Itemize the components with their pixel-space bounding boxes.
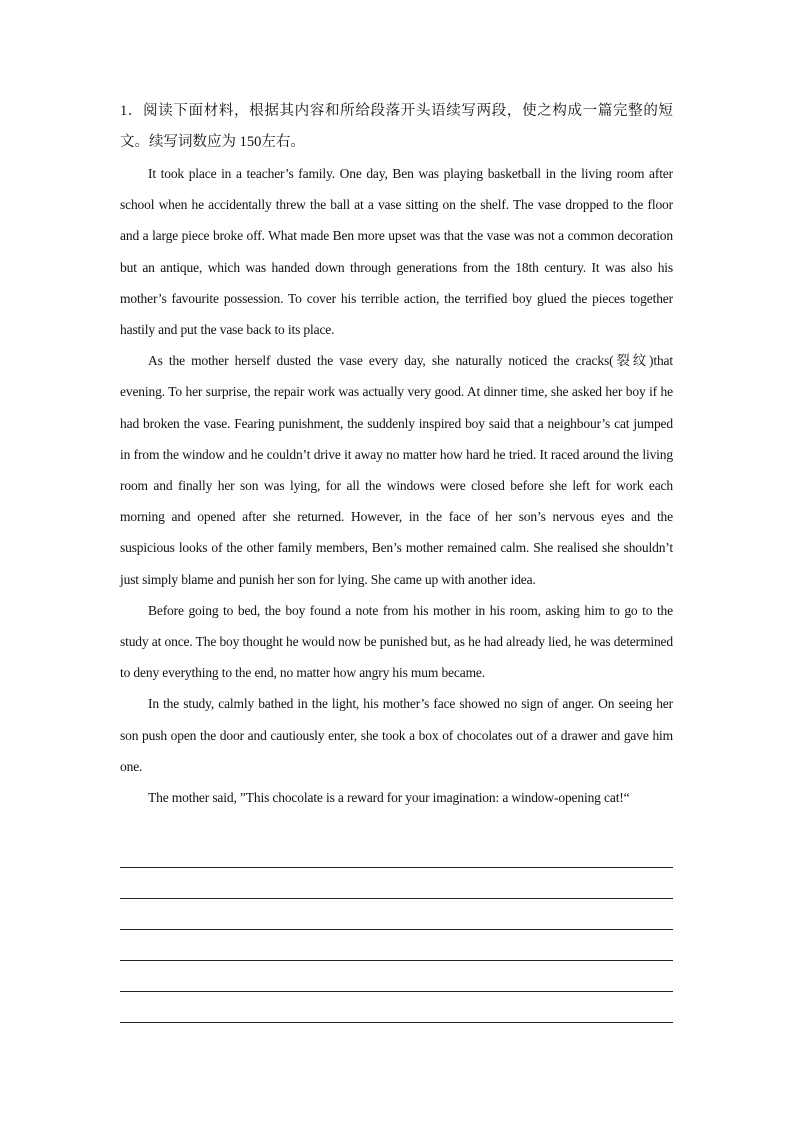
- answer-line: [120, 1022, 673, 1023]
- story-paragraph-4: In the study, calmly bathed in the light, his mother’s face showed no sign of anger. On seeing her son push open the door and cautiously enter, she took a box of chocolates out of a drawer and gave him one.: [120, 696, 673, 774]
- story-paragraph-2: As the mother herself dusted the vase every day, she naturally noticed the cracks(裂纹)that evening. To her surprise, the repair work was actually very good. At dinner time, she asked her boy if he had broken the vase. Fearing punishment, the suddenly inspired boy said that a neighbour’s cat jumped in from the window and he couldn’t drive it away no matter how hard he tried. It raced around the living room and finally her son was lying, for all the windows were closed before she left for work each morning and opened after she returned. However, in the face of her son’s nervous eyes and the suspicious looks of the other family members, Ben’s mother remained calm. She realised she shouldn’t just simply blame and punish her son for lying. She came up with another idea.: [120, 353, 673, 587]
- story-paragraph-1: It took place in a teacher’s family. One day, Ben was playing basketball in the living room after school when he accidentally threw the ball at a vase sitting on the shelf. The vase dropped to the floor and a large piece broke off. What made Ben more upset was that the vase was not a common decoration but an antique, which was handed down through generations from the 18th century. It was also his mother’s favourite possession. To cover his terrible action, the terrified boy glued the pieces together hastily and put the vase back to its place.: [120, 166, 673, 338]
- document-body: [120, 96, 673, 813]
- answer-line: [120, 898, 673, 899]
- question-prompt: [120, 96, 673, 158]
- question-text: 阅读下面材料，根据其内容和所给段落开头语续写两段，使之构成一篇完整的短文。续写词数应为 150左右。: [120, 103, 674, 150]
- question-number: 1．: [120, 103, 144, 119]
- answer-line: [120, 960, 673, 961]
- continuation-prompt: The mother said, ”This chocolate is a reward for your imagination: a window-opening cat!“: [148, 790, 630, 806]
- answer-line: [120, 991, 673, 992]
- story-paragraph-3: Before going to bed, the boy found a note from his mother in his room, asking him to go to the study at once. The boy thought he would now be punished but, as he had already lied, he was determined to deny everything to the end, no matter how angry his mum became.: [120, 602, 673, 681]
- answer-lines: [120, 867, 673, 1053]
- answer-line: [120, 867, 673, 868]
- answer-line: [120, 929, 673, 930]
